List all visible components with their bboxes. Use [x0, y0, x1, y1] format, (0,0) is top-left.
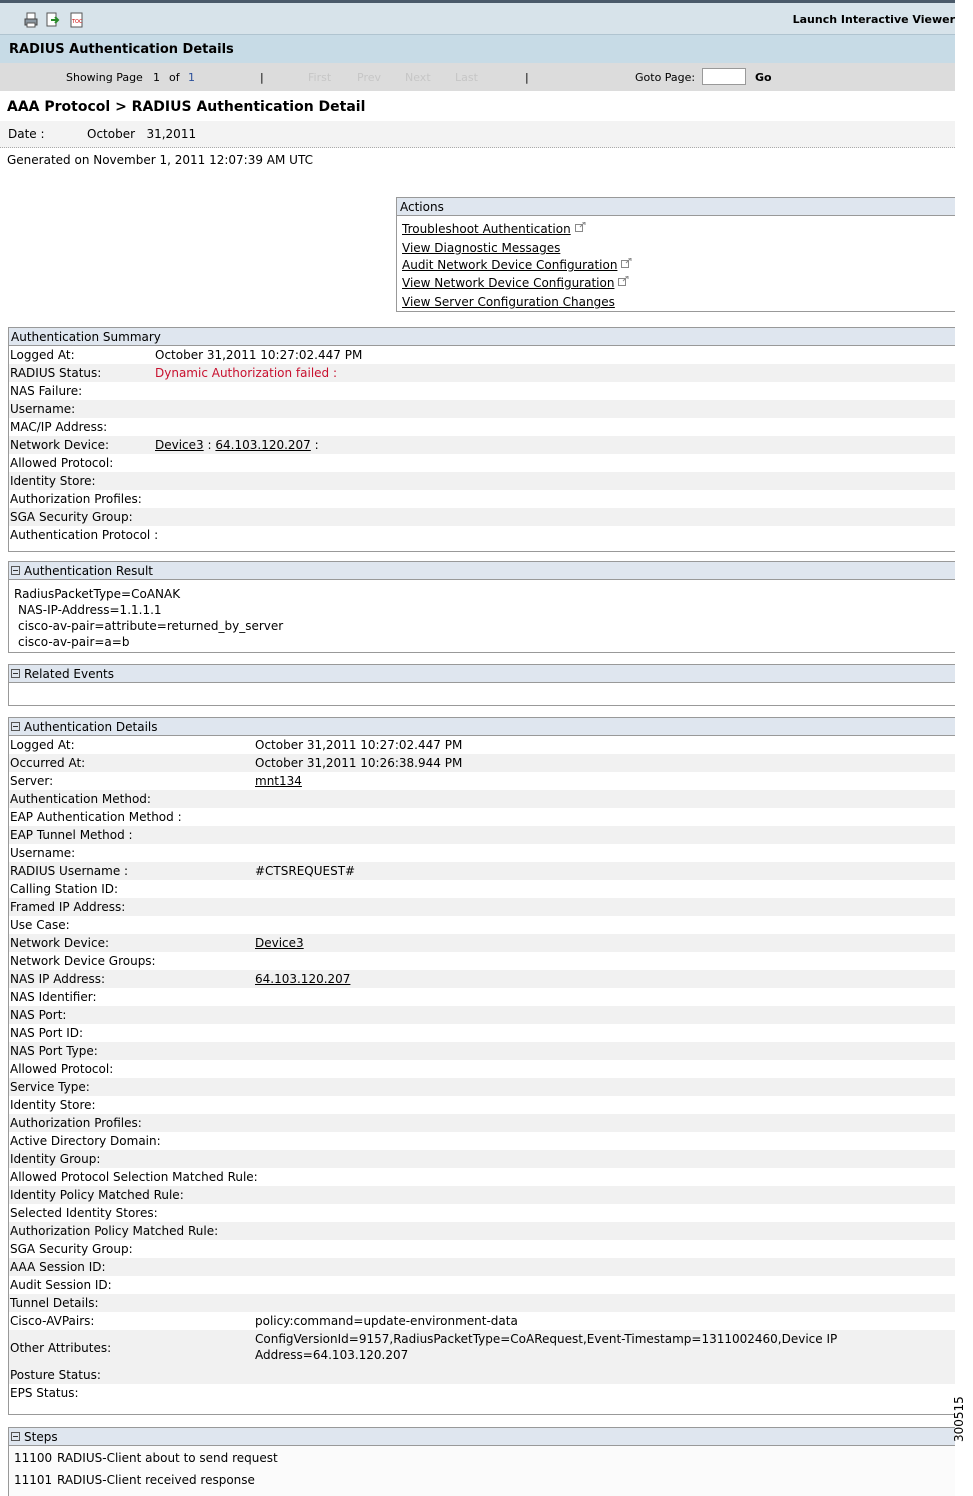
goto-page-label: Goto Page: [635, 71, 696, 84]
details-row [9, 862, 955, 880]
other-attributes-line-2: Address=64.103.120.207 [255, 1348, 409, 1362]
external-link-icon [618, 276, 629, 286]
result-line: RadiusPacketType=CoANAK [14, 587, 181, 601]
details-label: Audit Session ID: [10, 1278, 112, 1292]
details-table [9, 736, 955, 1330]
summary-label: Identity Store: [10, 474, 96, 488]
details-value: #CTSREQUEST# [255, 864, 356, 878]
details-row [9, 736, 955, 754]
details-row [9, 970, 955, 988]
authentication-summary-section [8, 327, 955, 552]
summary-label: Authorization Profiles: [10, 492, 142, 506]
collapse-icon[interactable] [11, 669, 20, 678]
result-line: cisco-av-pair=a=b [18, 635, 130, 649]
details-label: Service Type: [10, 1080, 90, 1094]
result-line: cisco-av-pair=attribute=returned_by_server [18, 619, 284, 633]
details-row [9, 1276, 955, 1294]
prev-page-button[interactable]: Prev [357, 71, 381, 84]
actions-title: Actions [397, 198, 955, 216]
details-label: Selected Identity Stores: [10, 1206, 158, 1220]
figure-number: 300515 [952, 1396, 966, 1442]
date-bar [0, 121, 955, 148]
details-label: Allowed Protocol: [10, 1062, 114, 1076]
report-title-bar [0, 34, 955, 63]
showing-page-label: Showing Page [66, 71, 143, 84]
details-row [9, 808, 955, 826]
authentication-details-title: Authentication Details [24, 720, 158, 734]
details-row [9, 1366, 955, 1384]
details-row [9, 1168, 955, 1186]
summary-label: Authentication Protocol : [10, 528, 159, 542]
step-code: 11101 [14, 1473, 53, 1487]
collapse-icon[interactable] [11, 722, 20, 731]
details-value-link[interactable]: mnt134 [255, 774, 302, 788]
summary-row [9, 364, 955, 382]
generated-timestamp: Generated on November 1, 2011 12:07:39 AM UTC [7, 153, 313, 167]
summary-label: Logged At: [10, 348, 75, 362]
details-label: Identity Store: [10, 1098, 96, 1112]
details-value-link[interactable]: Device3 [255, 936, 304, 950]
summary-row [9, 508, 955, 526]
details-label: AAA Session ID: [10, 1260, 106, 1274]
details-row [9, 1222, 955, 1240]
details-value: October 31,2011 10:27:02.447 PM [255, 738, 463, 752]
details-row [9, 754, 955, 772]
authentication-details-section [8, 717, 955, 1415]
pager-separator: | [260, 71, 264, 84]
step-text: RADIUS-Client received response [57, 1473, 255, 1487]
collapse-icon[interactable] [11, 566, 20, 575]
details-row-other-attributes [9, 1330, 955, 1366]
details-label: Network Device Groups: [10, 954, 156, 968]
details-row [9, 1096, 955, 1114]
details-row [9, 1114, 955, 1132]
authentication-result-section [8, 561, 955, 653]
details-row [9, 934, 955, 952]
details-row [9, 826, 955, 844]
external-link-icon [621, 258, 632, 268]
details-label: Calling Station ID: [10, 882, 119, 896]
details-value: October 31,2011 10:26:38.944 PM [255, 756, 463, 770]
other-attributes-line-1: ConfigVersionId=9157,RadiusPacketType=CoARequest,Event-Timestamp=1311002460,Device IP [255, 1332, 838, 1346]
details-label: NAS Port: [10, 1008, 67, 1022]
goto-page-input[interactable] [702, 68, 746, 85]
details-row [9, 1258, 955, 1276]
summary-row [9, 382, 955, 400]
summary-row [9, 346, 955, 364]
summary-row [9, 490, 955, 508]
summary-label: Username: [10, 402, 76, 416]
details-label: Identity Policy Matched Rule: [10, 1188, 184, 1202]
details-row [9, 1312, 955, 1330]
details-label: Authorization Profiles: [10, 1116, 142, 1130]
details-label: EAP Authentication Method : [10, 810, 182, 824]
audit-network-device-configuration-link[interactable]: Audit Network Device Configuration [402, 258, 632, 272]
details-row [9, 1024, 955, 1042]
summary-label: MAC/IP Address: [10, 420, 108, 434]
details-row [9, 952, 955, 970]
actions-panel [396, 197, 955, 312]
details-label: EAP Tunnel Method : [10, 828, 133, 842]
external-link-icon [575, 222, 586, 232]
summary-row [9, 418, 955, 436]
details-label: Username: [10, 846, 76, 860]
summary-value: October 31,2011 10:27:02.447 PM [155, 348, 363, 362]
details-label: Authentication Method: [10, 792, 151, 806]
radius-status-value: Dynamic Authorization failed : [155, 366, 338, 380]
details-label: NAS IP Address: [10, 972, 106, 986]
launch-interactive-viewer-link[interactable]: Launch Interactive Viewer [792, 13, 955, 26]
summary-label: SGA Security Group: [10, 510, 133, 524]
of-label: of [169, 71, 180, 84]
details-label: Identity Group: [10, 1152, 101, 1166]
related-events-header[interactable] [9, 665, 955, 683]
details-row [9, 988, 955, 1006]
details-row [9, 1132, 955, 1150]
summary-label: RADIUS Status: [10, 366, 102, 380]
breadcrumb: AAA Protocol > RADIUS Authentication Detail [7, 99, 366, 115]
summary-row [9, 400, 955, 418]
details-label: NAS Port Type: [10, 1044, 98, 1058]
result-line: NAS-IP-Address=1.1.1.1 [18, 603, 162, 617]
step-code: 11100 [14, 1451, 53, 1465]
steps-header[interactable] [9, 1428, 955, 1446]
details-row [9, 1042, 955, 1060]
details-row [9, 880, 955, 898]
details-row [9, 1006, 955, 1024]
details-label: Authorization Policy Matched Rule: [10, 1224, 219, 1238]
details-row [9, 790, 955, 808]
collapse-icon[interactable] [11, 1432, 20, 1441]
details-label: Use Case: [10, 918, 70, 932]
details-row [9, 1150, 955, 1168]
summary-row [9, 526, 955, 544]
summary-row [9, 472, 955, 490]
next-page-button[interactable]: Next [405, 71, 431, 84]
details-label: EPS Status: [10, 1386, 79, 1400]
details-label: SGA Security Group: [10, 1242, 133, 1256]
authentication-summary-title: Authentication Summary [9, 328, 955, 346]
steps-section [8, 1427, 955, 1496]
details-label: Logged At: [10, 738, 75, 752]
total-pages-number: 1 [188, 71, 195, 84]
details-label: Server: [10, 774, 54, 788]
details-row [9, 1204, 955, 1222]
summary-row [9, 454, 955, 472]
date-value: October 31,2011 [87, 127, 197, 141]
report-title: RADIUS Authentication Details [9, 42, 234, 57]
toc-icon[interactable] [70, 12, 84, 28]
current-page-number: 1 [153, 71, 160, 84]
authentication-result-header[interactable] [9, 562, 955, 580]
details-row [9, 1186, 955, 1204]
details-value: policy:command=update-environment-data [255, 1314, 518, 1328]
details-row [9, 1060, 955, 1078]
details-label: NAS Port ID: [10, 1026, 84, 1040]
details-row [9, 772, 955, 790]
details-row [9, 1240, 955, 1258]
step-text: RADIUS-Client about to send request [57, 1451, 278, 1465]
view-network-device-configuration-link[interactable]: View Network Device Configuration [402, 276, 629, 290]
details-value-link[interactable]: 64.103.120.207 [255, 972, 351, 986]
steps-title: Steps [24, 1430, 58, 1444]
related-events-section [8, 664, 955, 706]
details-row [9, 898, 955, 916]
details-label: RADIUS Username : [10, 864, 129, 878]
details-label: Other Attributes: [10, 1341, 112, 1355]
first-page-button[interactable]: First [308, 71, 332, 84]
authentication-result-title: Authentication Result [24, 564, 153, 578]
details-row [9, 916, 955, 934]
details-label: Allowed Protocol Selection Matched Rule: [10, 1170, 258, 1184]
summary-row [9, 436, 955, 454]
svg-text:TOC: TOC [72, 19, 83, 25]
view-diagnostic-messages-link[interactable]: View Diagnostic Messages [402, 241, 561, 255]
pagination-bar [0, 63, 955, 91]
details-label: Posture Status: [10, 1368, 101, 1382]
details-label: Active Directory Domain: [10, 1134, 161, 1148]
authentication-details-header[interactable] [9, 718, 955, 736]
details-label: Tunnel Details: [10, 1296, 99, 1310]
summary-label: NAS Failure: [10, 384, 83, 398]
details-label: Framed IP Address: [10, 900, 126, 914]
go-button[interactable]: Go [755, 71, 772, 84]
network-device-value: Device3 : 64.103.120.207 : [155, 438, 319, 452]
details-row [9, 844, 955, 862]
details-label: Network Device: [10, 936, 109, 950]
related-events-title: Related Events [24, 667, 115, 681]
last-page-button[interactable]: Last [455, 71, 478, 84]
print-icon[interactable] [24, 12, 38, 28]
view-server-configuration-changes-link[interactable]: View Server Configuration Changes [402, 295, 615, 309]
report-toolbar [0, 3, 955, 34]
network-device-ip-link[interactable]: 64.103.120.207 [215, 438, 311, 452]
details-label: Cisco-AVPairs: [10, 1314, 95, 1328]
summary-label: Allowed Protocol: [10, 456, 114, 470]
export-icon[interactable] [46, 12, 60, 28]
network-device-link[interactable]: Device3 [155, 438, 204, 452]
details-row [9, 1384, 955, 1402]
summary-label: Network Device: [10, 438, 109, 452]
date-label: Date : [8, 127, 45, 141]
details-row [9, 1294, 955, 1312]
details-row [9, 1078, 955, 1096]
troubleshoot-authentication-link[interactable]: Troubleshoot Authentication [402, 222, 586, 236]
details-label: Occurred At: [10, 756, 86, 770]
pager-separator-2: | [525, 71, 529, 84]
details-label: NAS Identifier: [10, 990, 97, 1004]
